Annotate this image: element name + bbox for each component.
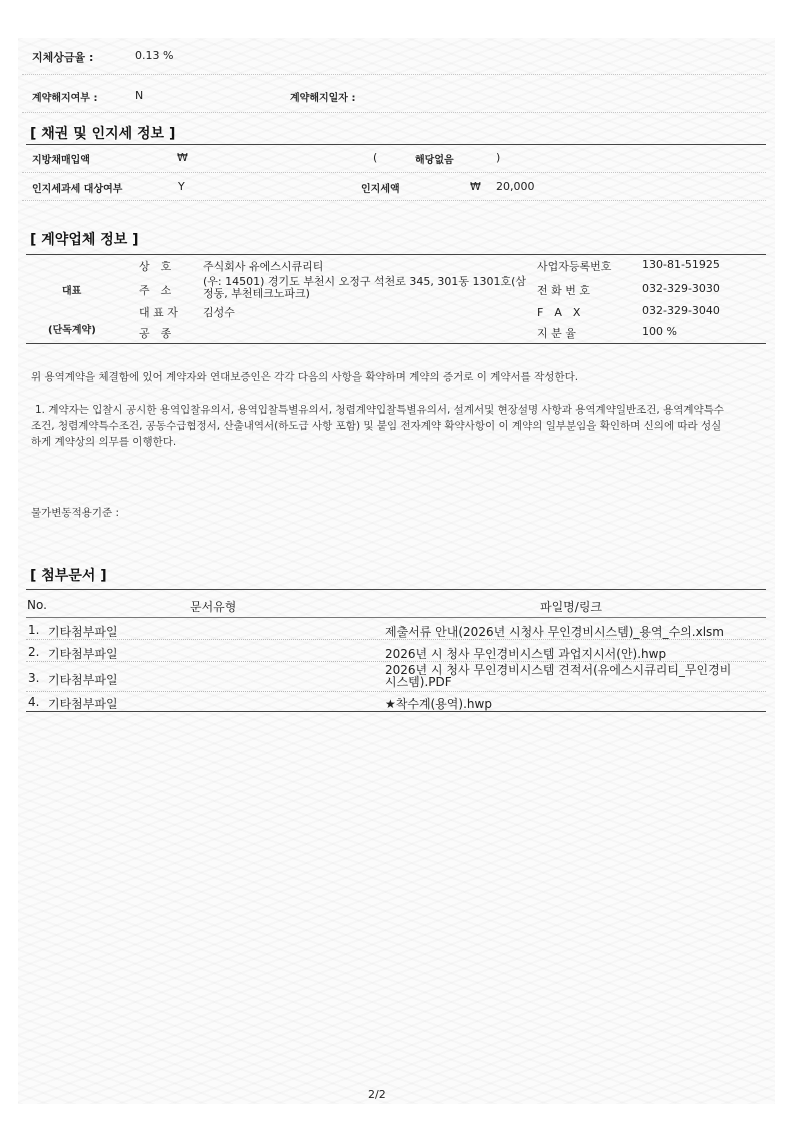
share-label: 지 분 율: [537, 327, 576, 340]
stamp-tax-amount-value: 20,000: [496, 180, 535, 193]
attachments-section-title: [ 첨부문서 ]: [30, 568, 107, 584]
termination-date-label: 계약해지일자 :: [290, 93, 356, 104]
terms-clause: [31, 402, 771, 450]
header-type: 문서유형: [190, 600, 237, 614]
clause-line: 1. 계약자는 입찰시 공시한 용역입찰유의서, 용역입찰특별유의서, 청렴계약입찰특별유의서, 설계서및 현장설명 사항과 용역계약일반조건, 용역계약특수: [35, 404, 724, 416]
contractor-role: 대표: [62, 286, 82, 297]
page-number: 2/2: [368, 1088, 386, 1101]
document-page: [18, 38, 775, 1104]
contractor-role-sub: (단독계약): [48, 325, 96, 336]
company-name-value: 주식회사 유에스시큐리티: [203, 260, 324, 273]
attachment-link[interactable]: 제출서류 안내(2026년 시청사 무인경비시스템)_용역_수의.xlsm: [385, 625, 724, 639]
row-no: 1.: [28, 623, 40, 637]
divider: [22, 172, 766, 173]
bizno-value: 130-81-51925: [642, 258, 720, 271]
section-rule: [26, 254, 766, 255]
header-no: No.: [27, 598, 47, 612]
clause-line: 조건, 청렴계약특수조건, 공동수급협정서, 산출내역서(하도급 사항 포함) 및 붙임 전자계약 확약사항이 이 계약의 일부분임을 확인하며 신의에 따라 성실: [31, 420, 722, 432]
address-value-line2: 정동, 부천테크노파크): [203, 287, 310, 300]
paren-close: ): [496, 151, 501, 164]
stamp-tax-amount-label: 인지세액: [361, 184, 400, 195]
price-change-label: 물가변동적용기준 :: [31, 507, 120, 519]
row-no: 2.: [28, 645, 40, 659]
terms-intro: 위 용역계약을 체결함에 있어 계약자와 연대보증인은 각각 다음의 사항을 확약하며 계약의 증거로 이 계약서를 작성한다.: [31, 371, 579, 383]
clause-line: 하게 계약상의 의무를 이행한다.: [31, 436, 177, 448]
stamp-tax-target-value: Y: [178, 180, 185, 193]
delay-rate-value: 0.13 %: [135, 49, 174, 62]
row-no: 4.: [28, 695, 40, 709]
row-type: 기타첨부파일: [48, 625, 118, 639]
file-line: 2026년 시 청사 무인경비시스템 견적서(유에스시큐리티_무인경비: [385, 663, 732, 677]
table-row: [26, 643, 766, 662]
section-rule: [26, 589, 766, 590]
share-value: 100 %: [642, 325, 677, 338]
bizno-label: 사업자등록번호: [537, 260, 612, 273]
divider: [22, 200, 766, 201]
phone-value: 032-329-3030: [642, 282, 720, 295]
section-rule: [26, 144, 766, 145]
divider: [22, 112, 766, 113]
delay-rate-label: 지체상금율 :: [32, 51, 94, 64]
file-line: 시스템).PDF: [385, 675, 452, 689]
local-bond-label: 지방채매입액: [32, 155, 90, 166]
table-row: [26, 663, 766, 692]
paren-open: (: [373, 151, 378, 164]
divider: [22, 74, 766, 75]
phone-label: 전 화 번 호: [537, 284, 590, 297]
row-type: 기타첨부파일: [48, 647, 118, 661]
address-value-line1: (우: 14501) 경기도 부천시 오정구 석천로 345, 301동 1301호(삼: [203, 275, 527, 288]
table-row: [26, 621, 766, 640]
row-no: 3.: [28, 671, 40, 685]
table-row: [26, 693, 766, 712]
termination-label: 계약해지여부 :: [32, 93, 98, 104]
stamp-tax-currency: ₩: [470, 180, 481, 193]
public-label: 공 종: [139, 327, 172, 340]
row-type: 기타첨부파일: [48, 673, 118, 687]
attachment-link[interactable]: ★착수계(용역).hwp: [385, 697, 492, 711]
fax-value: 032-329-3040: [642, 304, 720, 317]
company-section-title: [ 계약업체 정보 ]: [30, 232, 139, 248]
section-rule: [26, 343, 766, 344]
header-file: 파일명/링크: [540, 600, 603, 614]
local-bond-currency: ₩: [177, 151, 188, 164]
company-name-label: 상 호: [139, 260, 172, 273]
local-bond-note: 해당없음: [415, 155, 454, 166]
termination-value: N: [135, 89, 144, 102]
bond-section-title: [ 채권 및 인지세 정보 ]: [30, 126, 176, 142]
address-label: 주 소: [139, 284, 172, 297]
row-type: 기타첨부파일: [48, 697, 118, 711]
attachment-link[interactable]: [385, 664, 731, 688]
ceo-label: 대 표 자: [139, 306, 178, 319]
ceo-value: 김성수: [203, 306, 235, 319]
stamp-tax-target-label: 인지세과세 대상여부: [32, 184, 123, 195]
table-header-rule: [26, 617, 766, 618]
fax-label: F A X: [537, 306, 581, 319]
attachment-link[interactable]: 2026년 시 청사 무인경비시스템 과업지시서(안).hwp: [385, 647, 667, 661]
